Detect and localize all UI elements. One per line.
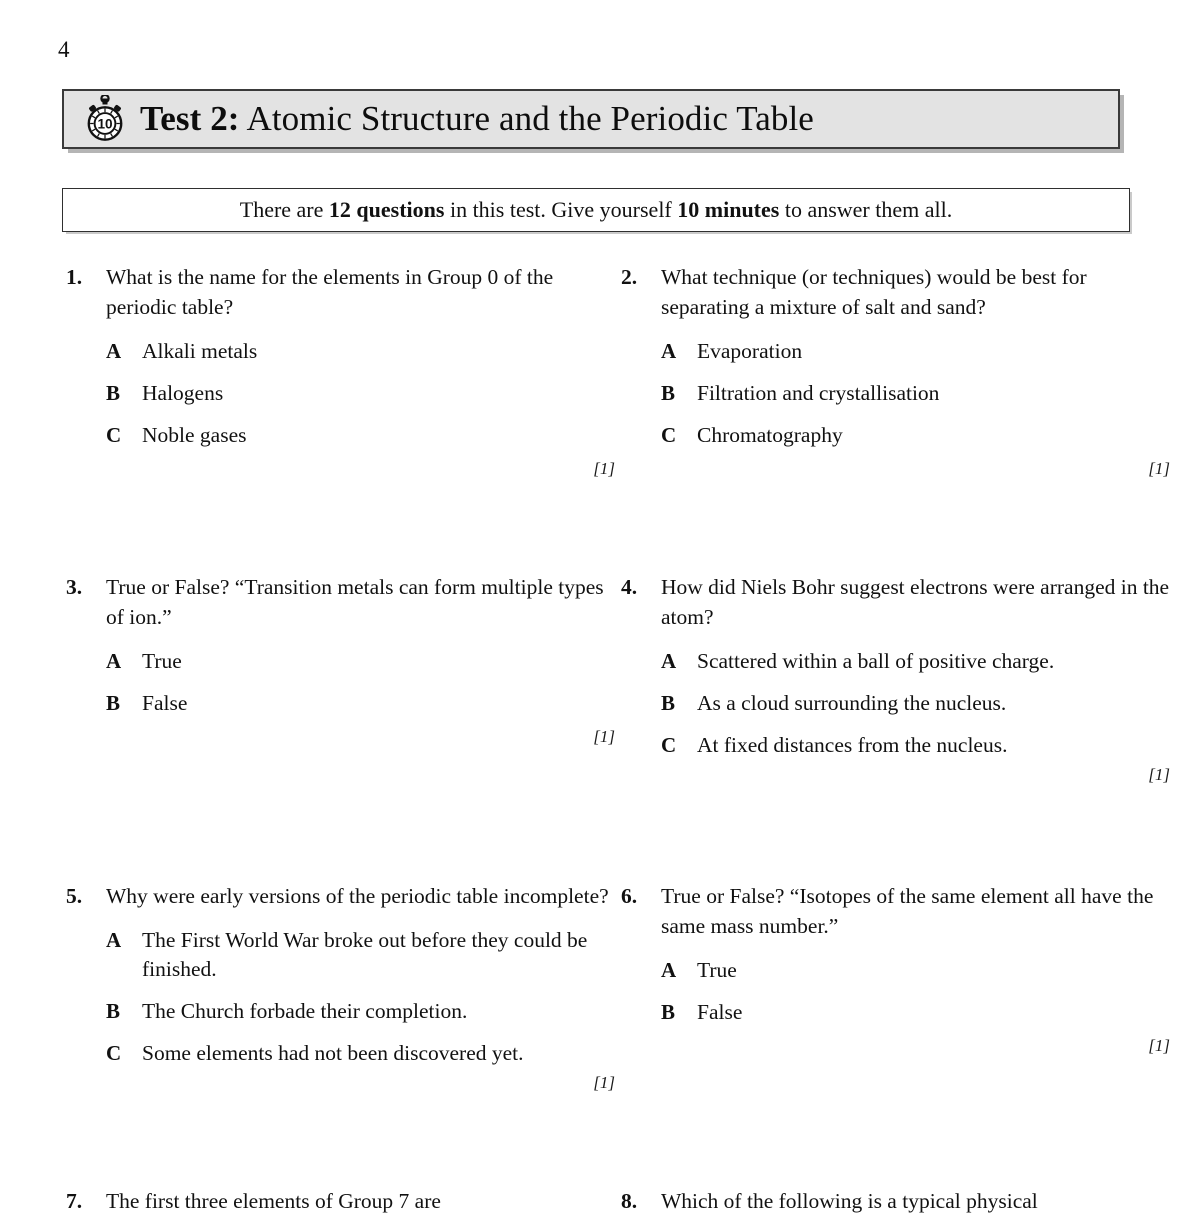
- question-stem: What technique (or techniques) would be best for separating a mixture of salt and sand?: [661, 265, 1087, 319]
- question-stem: What is the name for the elements in Group 0 of the periodic table?: [106, 265, 554, 319]
- option-text: The First World War broke out before they could be finished.: [142, 928, 588, 981]
- question-number: 6.: [621, 884, 638, 908]
- question-number: 7.: [66, 1189, 83, 1213]
- question-7: [60, 1186, 615, 1216]
- question-number: 4.: [621, 575, 638, 599]
- marks-label: [1]: [1148, 459, 1170, 478]
- option-letter: B: [661, 691, 676, 715]
- marks-label: [1]: [1148, 765, 1170, 784]
- question-number: 3.: [66, 575, 83, 599]
- option-text: At fixed distances from the nucleus.: [697, 733, 1008, 757]
- option-list: [661, 337, 1170, 450]
- marks-label: [1]: [593, 459, 615, 478]
- option-c[interactable]: [106, 1039, 615, 1068]
- option-text: Evaporation: [697, 339, 803, 363]
- instruction-text: [240, 197, 952, 223]
- option-letter: C: [106, 1041, 122, 1065]
- clipped-question-row: [0, 1186, 1200, 1225]
- option-text: False: [142, 691, 188, 715]
- option-a[interactable]: [106, 337, 615, 366]
- option-c[interactable]: [661, 421, 1170, 450]
- question-6: [615, 881, 1170, 1056]
- option-list: [106, 926, 615, 1068]
- question-column-right: [615, 572, 1170, 785]
- test-title-banner: [62, 89, 1120, 149]
- question-stem: How did Niels Bohr suggest electrons were arranged in the atom?: [661, 575, 1170, 629]
- question-column-right: [615, 1186, 1170, 1216]
- question-number: 2.: [621, 265, 638, 289]
- option-text: Halogens: [142, 381, 224, 405]
- option-letter: A: [106, 928, 122, 952]
- option-a[interactable]: [106, 647, 615, 676]
- option-letter: A: [661, 958, 677, 982]
- option-list: [661, 647, 1170, 760]
- question-number: 1.: [66, 265, 83, 289]
- option-letter: B: [106, 381, 121, 405]
- option-text: Some elements had not been discovered yet.: [142, 1041, 524, 1065]
- option-c[interactable]: [661, 731, 1170, 760]
- option-b[interactable]: [106, 379, 615, 408]
- marks-label: [1]: [593, 1073, 615, 1092]
- instruction-part-2: in this test. Give yourself: [444, 197, 678, 222]
- question-3: [60, 572, 615, 747]
- option-b[interactable]: [661, 998, 1170, 1027]
- page-number: 4: [58, 37, 70, 62]
- option-letter: A: [661, 339, 677, 363]
- instruction-box: [62, 188, 1130, 232]
- instruction-part-1: There are: [239, 197, 329, 222]
- option-text: True: [697, 958, 737, 982]
- option-letter: C: [106, 423, 122, 447]
- option-text: As a cloud surrounding the nucleus.: [697, 691, 1007, 715]
- option-letter: A: [106, 339, 122, 363]
- option-text: Noble gases: [142, 423, 247, 447]
- option-text: The Church forbade their completion.: [142, 999, 468, 1023]
- option-letter: B: [106, 999, 121, 1023]
- option-a[interactable]: [661, 956, 1170, 985]
- question-number: 8.: [621, 1189, 638, 1213]
- question-stem: True or False? “Isotopes of the same element all have the same mass number.”: [661, 884, 1154, 938]
- time-allowance: 10 minutes: [677, 197, 780, 222]
- question-column-left: [60, 1186, 615, 1216]
- question-row: [0, 572, 1200, 785]
- marks-label: [1]: [593, 727, 615, 746]
- option-list: [661, 956, 1170, 1027]
- question-count: 12 questions: [328, 197, 445, 222]
- question-column-left: [60, 881, 615, 1093]
- row-spacer: [0, 479, 1200, 572]
- question-stem: The first three elements of Group 7 are: [106, 1189, 441, 1213]
- option-text: True: [142, 649, 182, 673]
- option-letter: C: [661, 423, 677, 447]
- question-stem: Why were early versions of the periodic table incomplete?: [106, 884, 609, 908]
- question-column-right: [615, 262, 1170, 479]
- option-a[interactable]: [661, 647, 1170, 676]
- questions-area: [0, 262, 1200, 1093]
- option-text: False: [697, 1000, 743, 1024]
- question-column-left: [60, 262, 615, 479]
- option-a[interactable]: [106, 926, 615, 984]
- option-text: Scattered within a ball of positive charge.: [697, 649, 1055, 673]
- question-column-left: [60, 572, 615, 785]
- option-a[interactable]: [661, 337, 1170, 366]
- option-letter: B: [661, 1000, 676, 1024]
- question-row: [0, 1186, 1200, 1216]
- test-title-label: Test 2:: [140, 99, 240, 138]
- option-list: [106, 337, 615, 450]
- stopwatch-minutes-label: 10: [97, 116, 113, 132]
- question-stem: Which of the following is a typical physical: [661, 1189, 1038, 1213]
- stopwatch-icon: [76, 95, 134, 143]
- option-b[interactable]: [661, 689, 1170, 718]
- marks-label: [1]: [1148, 1036, 1170, 1055]
- option-b[interactable]: [661, 379, 1170, 408]
- option-letter: B: [106, 691, 121, 715]
- option-b[interactable]: [106, 997, 615, 1026]
- question-8: [615, 1186, 1170, 1216]
- instruction-part-3: to answer them all.: [779, 197, 953, 222]
- option-text: Filtration and crystallisation: [697, 381, 940, 405]
- question-number: 5.: [66, 884, 83, 908]
- option-text: Chromatography: [697, 423, 843, 447]
- test-title: [140, 99, 814, 139]
- question-5: [60, 881, 615, 1093]
- question-4: [615, 572, 1170, 785]
- question-2: [615, 262, 1170, 479]
- option-letter: C: [661, 733, 677, 757]
- question-stem: True or False? “Transition metals can form multiple types of ion.”: [106, 575, 604, 629]
- option-text: Alkali metals: [142, 339, 258, 363]
- option-list: [106, 647, 615, 718]
- option-letter: A: [661, 649, 677, 673]
- question-column-right: [615, 881, 1170, 1093]
- option-letter: B: [661, 381, 676, 405]
- test-title-subject: Atomic Structure and the Periodic Table: [239, 99, 814, 138]
- option-letter: A: [106, 649, 122, 673]
- question-row: [0, 262, 1200, 479]
- option-b[interactable]: [106, 689, 615, 718]
- question-1: [60, 262, 615, 479]
- option-c[interactable]: [106, 421, 615, 450]
- row-spacer: [0, 785, 1200, 881]
- question-row: [0, 881, 1200, 1093]
